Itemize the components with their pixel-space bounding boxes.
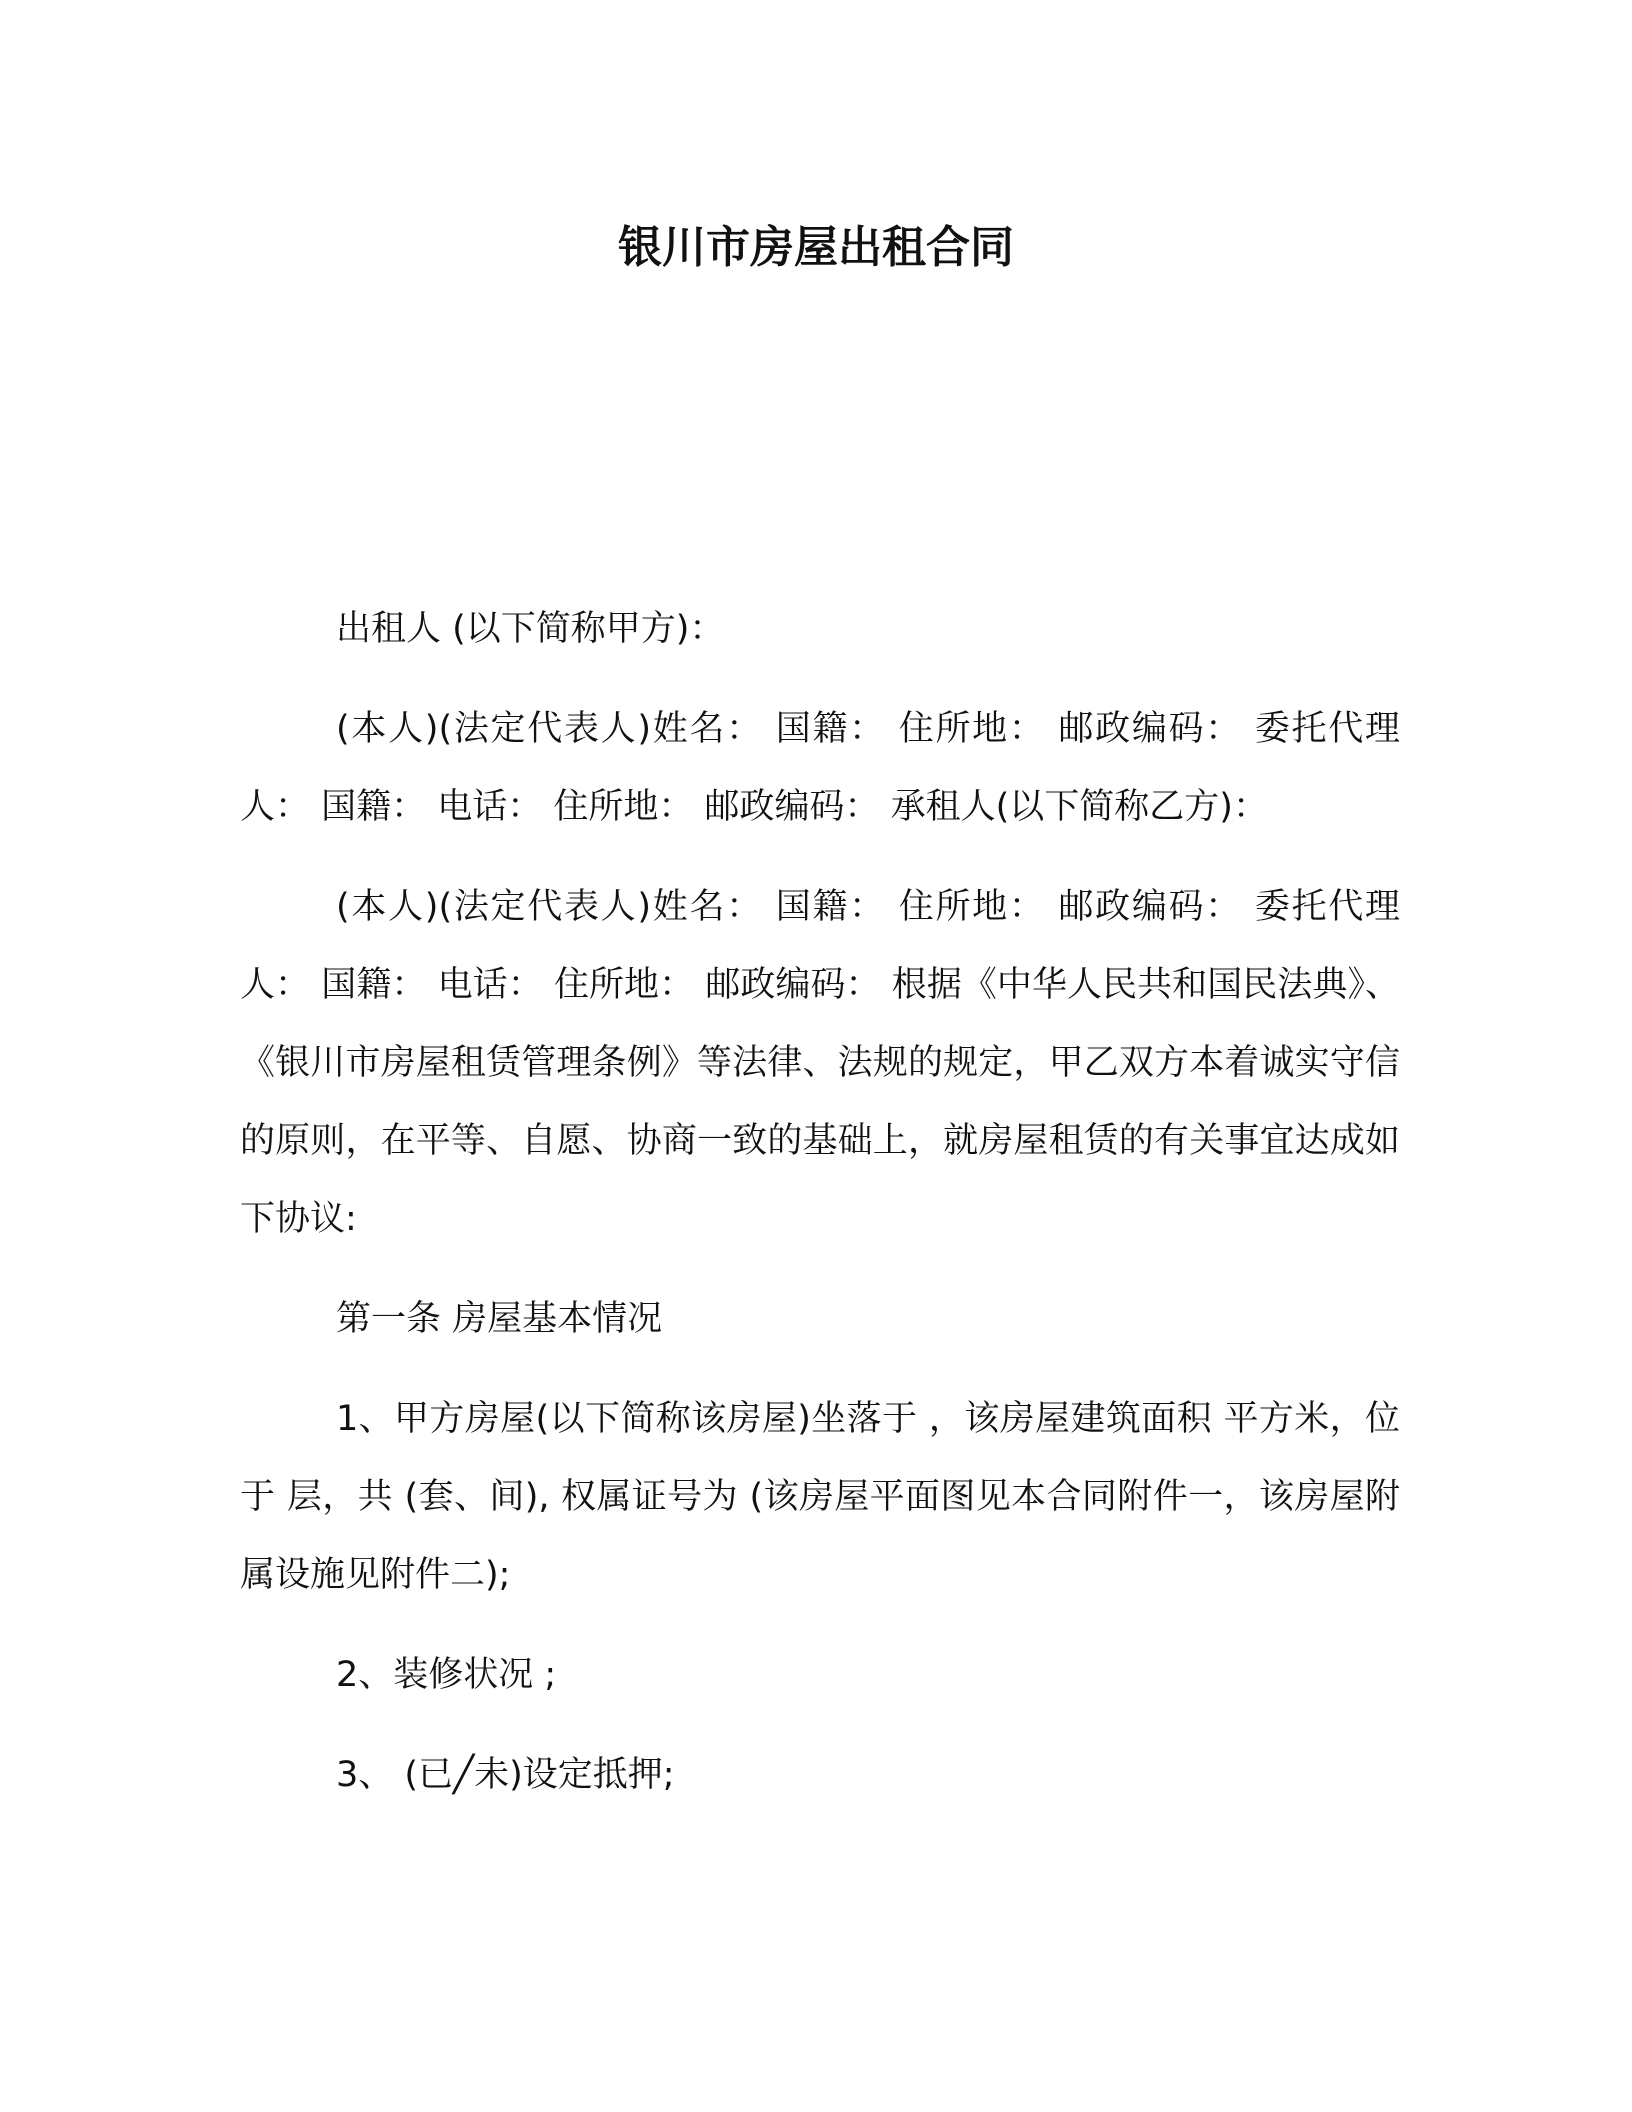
document-body bbox=[240, 590, 1400, 1836]
paragraph-lessor: 出租人 (以下简称甲方)： bbox=[336, 609, 725, 649]
paragraph-lessee-details: (本人)(法定代表人)姓名： 国籍： 住所地： 邮政编码： 委托代理人： 国籍： 电话： 住所地： 邮政编码： 根据《中华人民共和国民法典》、《银川市房屋租赁管理条例》等法律、法规的规定，甲乙双方本着诚实守信的原则，在平等、自愿、协商一致的基础上，就房屋租赁的有关事宜达成如下协议: bbox=[240, 887, 1400, 1239]
paragraph-lessor-details: (本人)(法定代表人)姓名： 国籍： 住所地： 邮政编码： 委托代理人： 国籍： 电话： 住所地： 邮政编码： 承租人(以下简称乙方)： bbox=[240, 709, 1400, 827]
article-1-item-1: 1、甲方房屋(以下简称该房屋)坐落于 ，该房屋建筑面积 平方米，位于 层，共 (套、间), 权属证号为 (该房屋平面图见本合同附件一，该房屋附属设施见附件二); bbox=[240, 1399, 1400, 1595]
article-1-heading: 第一条 房屋基本情况 bbox=[336, 1299, 663, 1339]
document-title: 银川市房屋出租合同 bbox=[618, 222, 1014, 273]
article-1-item-2: 2、装修状况 ; bbox=[336, 1655, 557, 1695]
article-1-item-3: 3、 (已╱未)设定抵押; bbox=[336, 1755, 675, 1795]
